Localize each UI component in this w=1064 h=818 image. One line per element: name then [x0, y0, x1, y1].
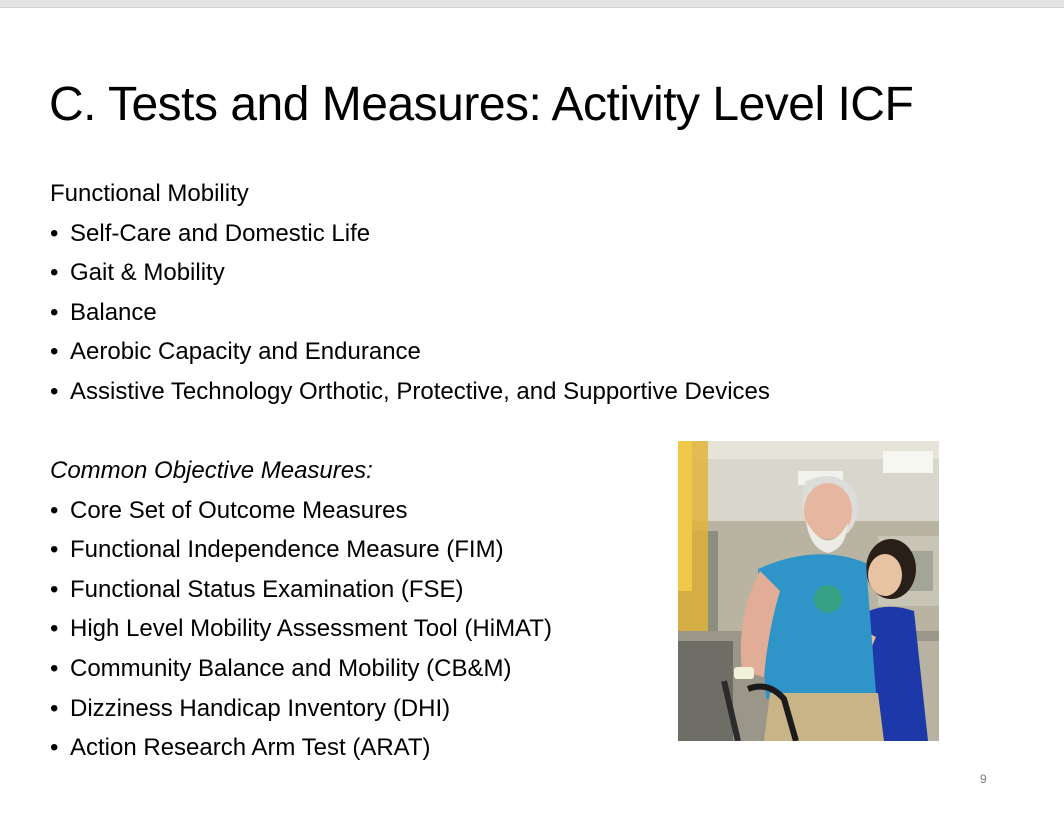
list-item: • Functional Status Examination (FSE)	[50, 570, 552, 610]
bullet-icon: •	[50, 338, 59, 366]
functional-mobility-list	[50, 214, 770, 412]
list-item: • Dizziness Handicap Inventory (DHI)	[50, 689, 552, 729]
bullet-icon: •	[50, 259, 59, 287]
objective-measures-list	[50, 491, 552, 768]
bullet-icon: •	[50, 219, 59, 247]
list-item: • High Level Mobility Assessment Tool (HiMAT)	[50, 609, 552, 649]
list-item: • Functional Independence Measure (FIM)	[50, 530, 552, 570]
functional-mobility-section	[50, 174, 770, 412]
bullet-icon: •	[50, 536, 59, 564]
list-item: • Self-Care and Domestic Life	[50, 214, 770, 254]
bullet-icon: •	[50, 298, 59, 326]
list-item: • Gait & Mobility	[50, 253, 770, 293]
bullet-icon: •	[50, 654, 59, 682]
list-item: • Aerobic Capacity and Endurance	[50, 332, 770, 372]
bullet-icon: •	[50, 575, 59, 603]
list-item: • Community Balance and Mobility (CB&M)	[50, 649, 552, 689]
window-top-edge	[0, 0, 1064, 8]
list-item: • Balance	[50, 293, 770, 333]
bullet-icon: •	[50, 615, 59, 643]
slide-title: C. Tests and Measures: Activity Level ICF	[49, 78, 914, 131]
objective-measures-section	[50, 451, 552, 768]
page-number: 9	[980, 772, 987, 786]
bullet-icon: •	[50, 734, 59, 762]
list-item: • Core Set of Outcome Measures	[50, 491, 552, 531]
bullet-icon: •	[50, 377, 59, 405]
bullet-icon: •	[50, 694, 59, 722]
objective-measures-heading: Common Objective Measures:	[50, 457, 373, 484]
functional-mobility-heading: Functional Mobility	[50, 180, 249, 207]
list-item: • Assistive Technology Orthotic, Protective, and Supportive Devices	[50, 372, 770, 412]
list-item: • Action Research Arm Test (ARAT)	[50, 728, 552, 768]
bullet-icon: •	[50, 496, 59, 524]
therapy-photo	[678, 441, 939, 741]
